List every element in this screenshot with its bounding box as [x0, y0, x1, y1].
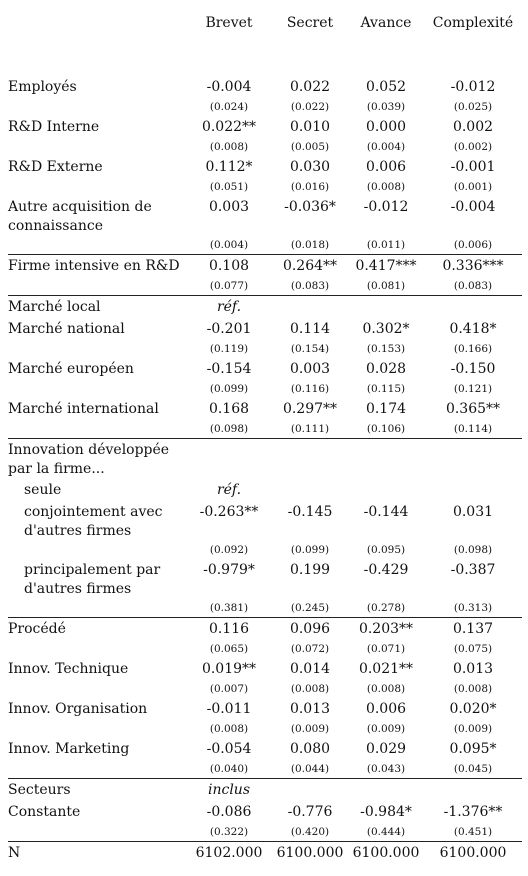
coef-cell: 0.203**: [348, 618, 424, 641]
coef-cell: -0.086: [206, 804, 252, 820]
coef-cell: 0.003: [289, 361, 331, 377]
n-cell: 6102.000: [186, 842, 272, 865]
table-row: [8, 116, 522, 138]
se-cell: (0.043): [366, 763, 406, 775]
table-row: [8, 801, 522, 823]
coef-cell: 0.029: [365, 741, 407, 757]
coef-cell: 0.003: [208, 199, 250, 215]
se-row: [8, 138, 522, 156]
se-cell: (0.007): [209, 683, 249, 695]
se-row: [8, 420, 522, 439]
coef-cell: 0.418*: [449, 321, 497, 337]
row-label: Constante: [8, 804, 81, 820]
se-cell: (0.008): [366, 181, 406, 193]
row-label: conjointement avec d'autres firmes: [24, 504, 163, 539]
se-cell: (0.001): [453, 181, 493, 193]
se-cell: (0.278): [366, 602, 406, 614]
table-row: [8, 318, 522, 340]
coef-cell: 0.297**: [282, 401, 338, 417]
se-cell: (0.008): [209, 141, 249, 153]
se-cell: (0.022): [290, 101, 330, 113]
coef-cell: -0.012: [450, 79, 496, 95]
se-cell: (0.106): [366, 423, 406, 435]
se-row: [8, 599, 522, 618]
se-cell: (0.008): [290, 683, 330, 695]
se-cell: (0.008): [453, 683, 493, 695]
coef-cell: 0.013: [289, 701, 331, 717]
coef-cell: -0.145: [287, 504, 333, 520]
se-cell: (0.004): [366, 141, 406, 153]
coef-cell: -0.979*: [203, 562, 255, 578]
column-header-secret: Secret: [286, 15, 334, 31]
coef-cell: 0.114: [289, 321, 331, 337]
se-row: [8, 720, 522, 738]
coef-cell: -0.004: [450, 199, 496, 215]
coef-cell: -0.144: [363, 504, 409, 520]
se-row: [8, 760, 522, 779]
se-cell: (0.071): [366, 643, 406, 655]
se-row: [8, 541, 522, 559]
se-cell: (0.004): [209, 239, 249, 251]
se-cell: (0.009): [290, 723, 330, 735]
table-row: [8, 76, 522, 98]
row-label: Innov. Marketing: [8, 741, 130, 757]
se-cell: (0.099): [290, 544, 330, 556]
reference-cell: réf.: [216, 482, 242, 498]
table-row: [8, 738, 522, 760]
se-cell: (0.081): [366, 280, 406, 292]
se-cell: (0.018): [290, 239, 330, 251]
se-cell: (0.420): [290, 826, 330, 838]
row-label: Marché international: [8, 401, 159, 417]
coef-cell: 0.022: [289, 79, 331, 95]
coef-cell: 0.022**: [201, 119, 257, 135]
se-cell: (0.002): [453, 141, 493, 153]
row-label: Employés: [8, 79, 77, 95]
reference-cell: réf.: [186, 296, 272, 319]
n-cell: 6100.000: [272, 842, 348, 865]
row-label: R&D Externe: [8, 159, 103, 175]
se-cell: (0.115): [366, 383, 406, 395]
se-cell: (0.099): [209, 383, 249, 395]
row-label: Autre acquisition de connaissance: [8, 199, 152, 234]
row-label: Innov. Technique: [8, 661, 129, 677]
se-cell: (0.011): [366, 239, 406, 251]
coef-cell: -0.984*: [360, 804, 412, 820]
coef-cell: 0.336***: [424, 255, 522, 278]
coef-cell: 0.095*: [449, 741, 497, 757]
coef-cell: 0.137: [424, 618, 522, 641]
se-cell: (0.119): [209, 343, 249, 355]
se-cell: (0.077): [209, 280, 249, 292]
se-row: [8, 236, 522, 255]
coef-cell: 0.174: [365, 401, 407, 417]
table-row: [8, 658, 522, 680]
se-cell: (0.381): [209, 602, 249, 614]
coef-cell: 0.096: [272, 618, 348, 641]
column-header-complexite: Complexité: [432, 15, 514, 31]
coef-cell: 0.010: [289, 119, 331, 135]
table-row: [8, 439, 522, 480]
header-stub: [8, 0, 186, 46]
coef-cell: -0.036*: [284, 199, 336, 215]
row-label: Firme intensive en R&D: [8, 255, 186, 278]
table-row: [8, 358, 522, 380]
coef-cell: 0.002: [452, 119, 494, 135]
coef-cell: -0.150: [450, 361, 496, 377]
se-cell: (0.045): [453, 763, 493, 775]
column-header-avance: Avance: [360, 15, 412, 31]
coef-cell: 0.014: [289, 661, 331, 677]
se-cell: (0.098): [209, 423, 249, 435]
se-row: [8, 178, 522, 196]
coef-cell: -0.154: [206, 361, 252, 377]
se-cell: (0.072): [290, 643, 330, 655]
se-cell: (0.095): [366, 544, 406, 556]
included-cell: inclus: [186, 779, 272, 802]
table-row: [8, 559, 522, 599]
se-row: [8, 823, 522, 842]
se-cell: (0.065): [209, 643, 249, 655]
coef-cell: -0.776: [287, 804, 333, 820]
coef-cell: -0.054: [206, 741, 252, 757]
coef-cell: 0.006: [365, 159, 407, 175]
se-cell: (0.040): [209, 763, 249, 775]
coef-cell: -0.201: [206, 321, 252, 337]
coef-cell: 0.168: [208, 401, 250, 417]
row-group-label: Innovation développée par la firme...: [8, 439, 186, 480]
n-cell: 6100.000: [424, 842, 522, 865]
table-row: [8, 296, 522, 319]
coef-cell: -0.004: [206, 79, 252, 95]
row-label: R&D Interne: [8, 119, 100, 135]
table-row: [8, 479, 522, 501]
regression-table: [8, 0, 522, 864]
coef-cell: 0.021**: [358, 661, 414, 677]
row-label: Marché européen: [8, 361, 134, 377]
coef-cell: -0.011: [206, 701, 252, 717]
se-cell: (0.098): [453, 544, 493, 556]
se-cell: (0.083): [290, 280, 330, 292]
coef-cell: -0.001: [450, 159, 496, 175]
coef-cell: 0.000: [365, 119, 407, 135]
se-cell: (0.166): [453, 343, 493, 355]
se-cell: (0.009): [453, 723, 493, 735]
se-cell: (0.006): [453, 239, 493, 251]
coef-cell: 0.365**: [445, 401, 501, 417]
se-row: [8, 277, 522, 296]
se-row: [8, 380, 522, 398]
coef-cell: -0.263**: [199, 504, 259, 520]
row-label: principalement par d'autres firmes: [24, 562, 161, 597]
table-row: [8, 196, 522, 236]
coef-cell: 0.417***: [348, 255, 424, 278]
coef-cell: -0.387: [450, 562, 496, 578]
n-cell: 6100.000: [348, 842, 424, 865]
se-cell: (0.444): [366, 826, 406, 838]
row-label: seule: [24, 482, 62, 498]
table-row: [8, 698, 522, 720]
table-row: [8, 618, 522, 641]
se-cell: (0.313): [453, 602, 493, 614]
coef-cell: 0.031: [452, 504, 494, 520]
coef-cell: 0.302*: [362, 321, 410, 337]
table-row: [8, 255, 522, 278]
header-spacer: [8, 46, 522, 76]
se-cell: (0.116): [290, 383, 330, 395]
coef-cell: 0.264**: [272, 255, 348, 278]
se-cell: (0.044): [290, 763, 330, 775]
se-cell: (0.016): [290, 181, 330, 193]
row-label: Marché local: [8, 296, 186, 319]
coef-cell: 0.108: [186, 255, 272, 278]
row-label: N: [8, 842, 186, 865]
se-cell: (0.008): [366, 683, 406, 695]
coef-cell: -0.012: [363, 199, 409, 215]
se-cell: (0.092): [209, 544, 249, 556]
se-cell: (0.039): [366, 101, 406, 113]
row-label: Innov. Organisation: [8, 701, 148, 717]
se-cell: (0.153): [366, 343, 406, 355]
coef-cell: 0.112*: [205, 159, 253, 175]
coef-cell: 0.013: [452, 661, 494, 677]
coef-cell: 0.006: [365, 701, 407, 717]
se-cell: (0.451): [453, 826, 493, 838]
coef-cell: -1.376**: [443, 804, 503, 820]
se-cell: (0.051): [209, 181, 249, 193]
table-row: [8, 398, 522, 420]
se-cell: (0.111): [290, 423, 330, 435]
se-cell: (0.083): [453, 280, 493, 292]
table-row: [8, 156, 522, 178]
row-label: Marché national: [8, 321, 125, 337]
column-header-brevet: Brevet: [205, 15, 253, 31]
se-cell: (0.154): [290, 343, 330, 355]
coef-cell: 0.030: [289, 159, 331, 175]
coef-cell: 0.019**: [201, 661, 257, 677]
se-cell: (0.075): [453, 643, 493, 655]
se-row: [8, 98, 522, 116]
se-cell: (0.009): [366, 723, 406, 735]
coef-cell: 0.028: [365, 361, 407, 377]
se-cell: (0.322): [209, 826, 249, 838]
se-cell: (0.008): [209, 723, 249, 735]
row-label: Procédé: [8, 618, 186, 641]
se-cell: (0.025): [453, 101, 493, 113]
se-cell: (0.114): [453, 423, 493, 435]
coef-cell: 0.080: [289, 741, 331, 757]
header-row: [8, 0, 522, 46]
coef-cell: 0.199: [289, 562, 331, 578]
se-cell: (0.245): [290, 602, 330, 614]
table-row: [8, 501, 522, 541]
se-row: [8, 680, 522, 698]
se-row: [8, 340, 522, 358]
coef-cell: 0.020*: [449, 701, 497, 717]
row-label: Secteurs: [8, 779, 186, 802]
table-row: [8, 842, 522, 865]
se-cell: (0.005): [290, 141, 330, 153]
se-cell: (0.121): [453, 383, 493, 395]
coef-cell: 0.052: [365, 79, 407, 95]
table-row: [8, 779, 522, 802]
coef-cell: 0.116: [186, 618, 272, 641]
se-cell: (0.024): [209, 101, 249, 113]
coef-cell: -0.429: [363, 562, 409, 578]
se-row: [8, 640, 522, 658]
